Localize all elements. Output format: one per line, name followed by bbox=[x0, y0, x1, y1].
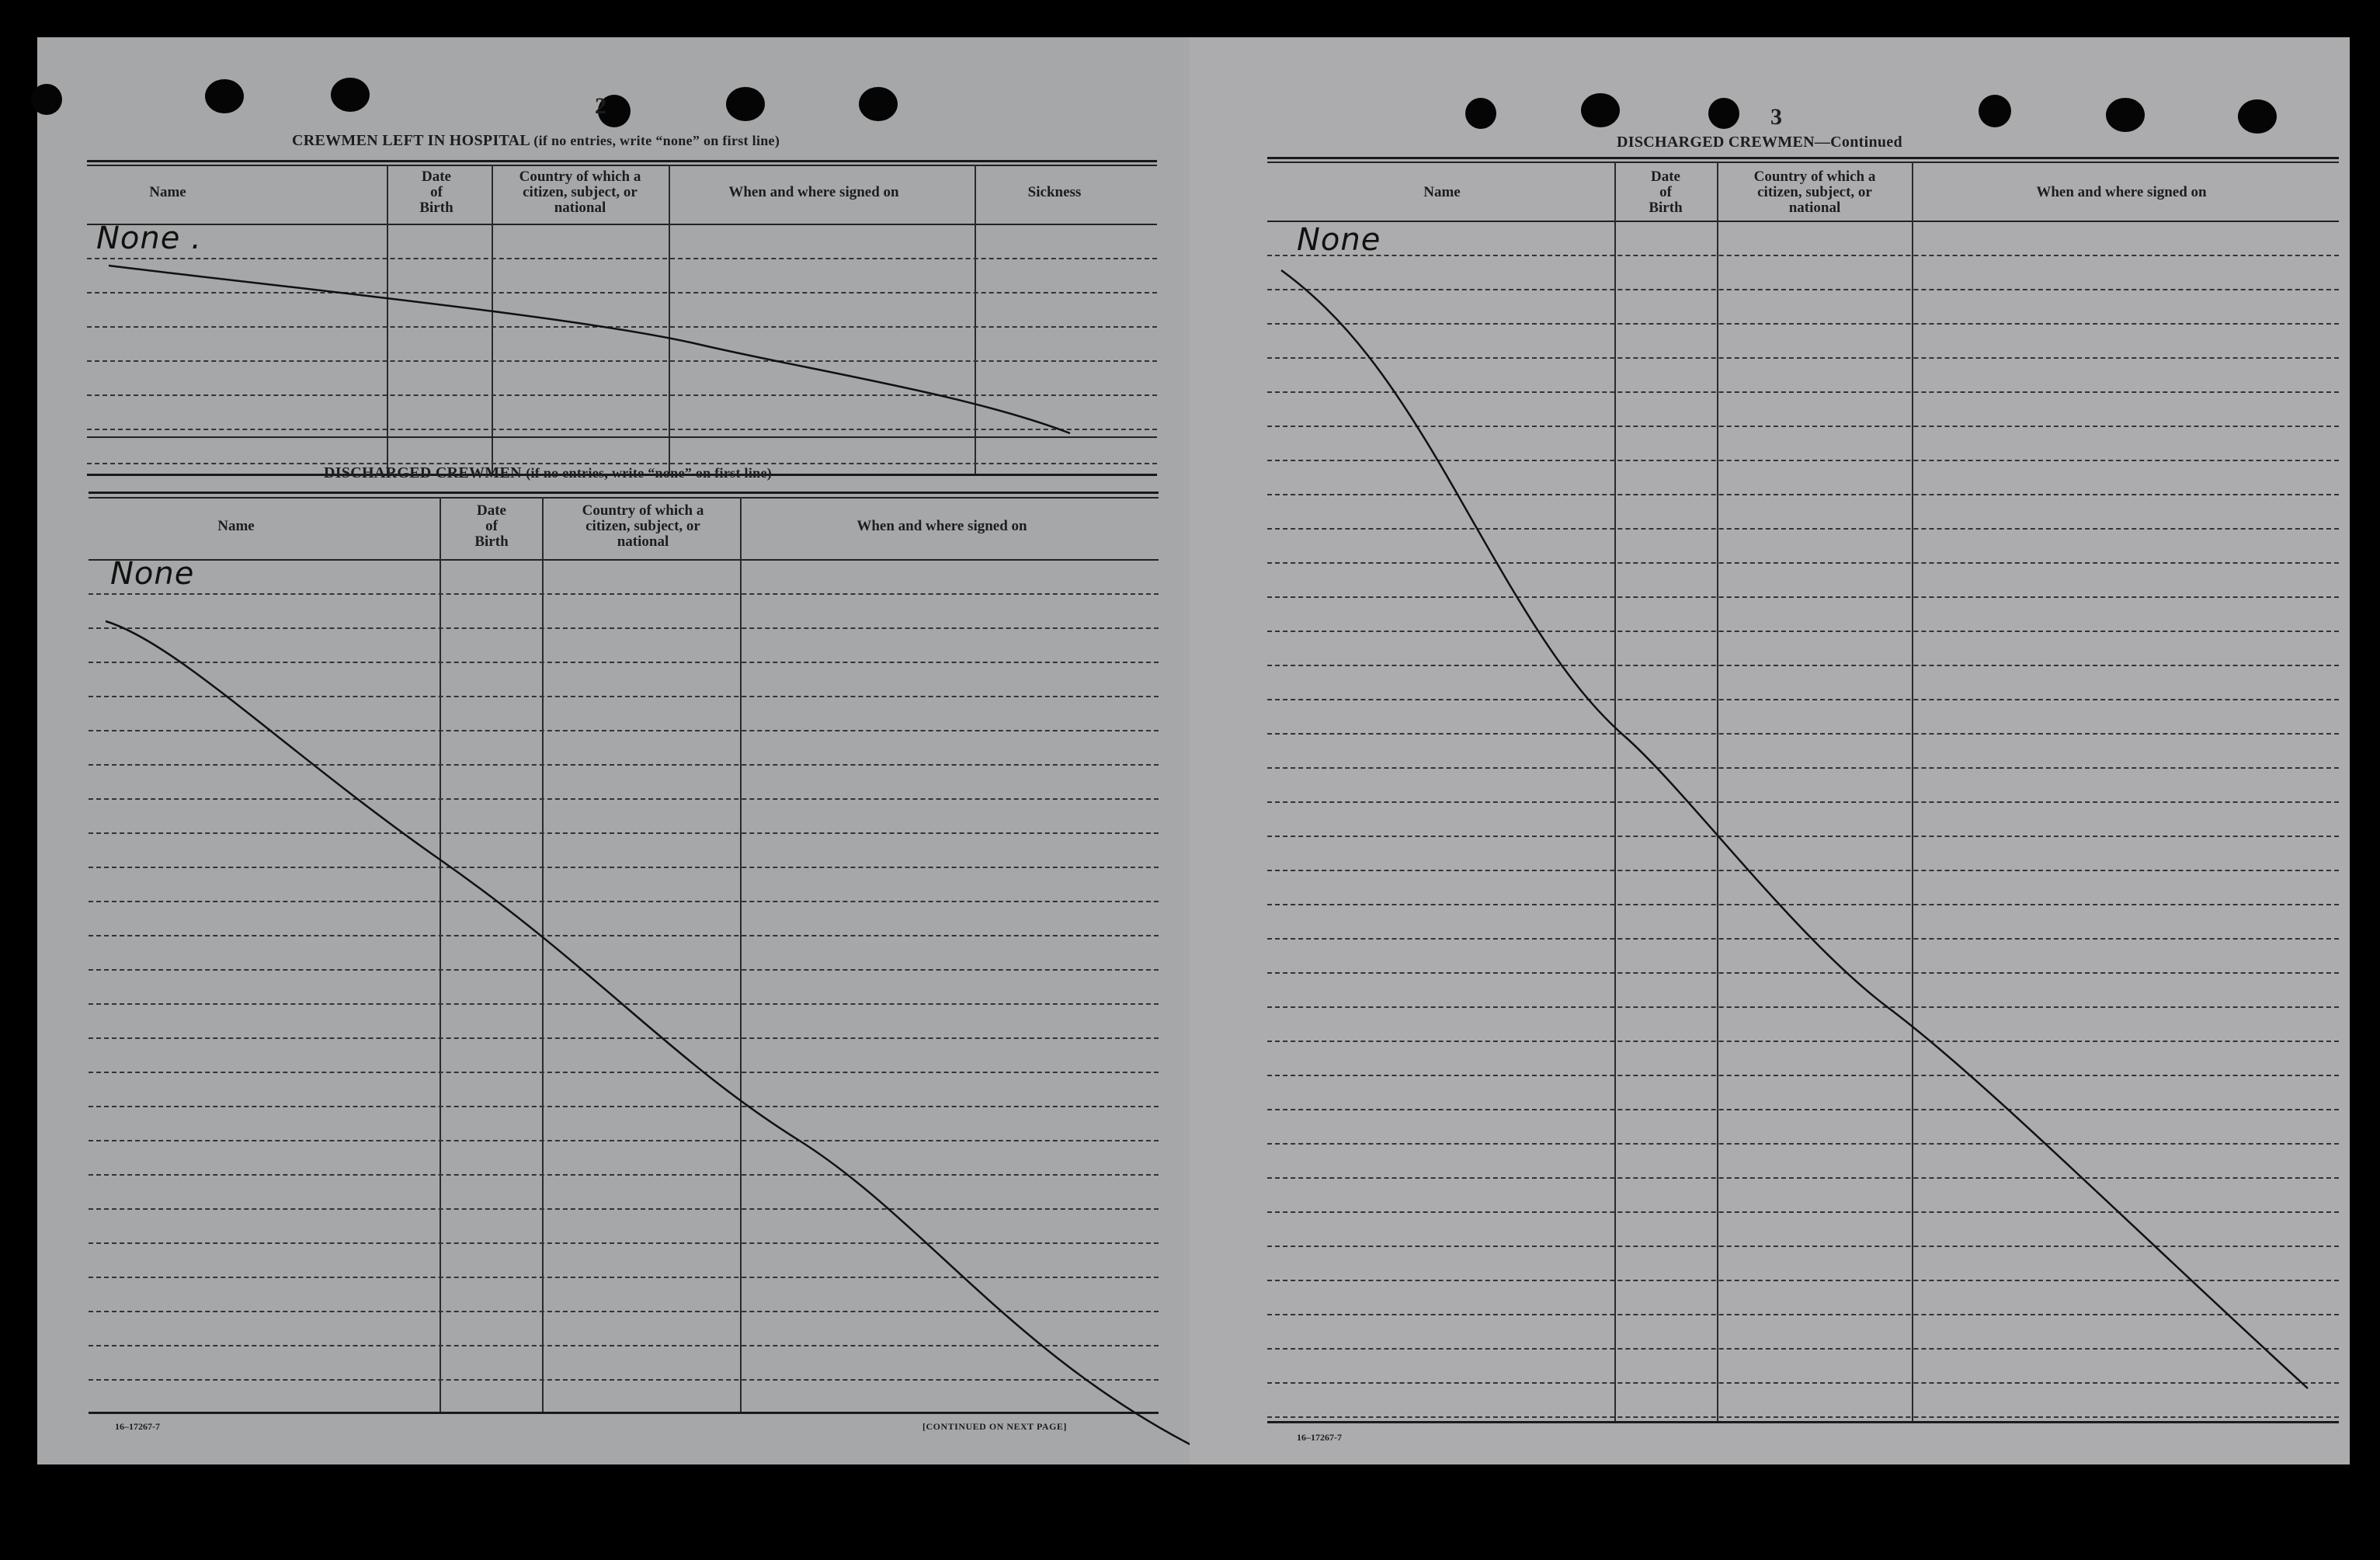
handwritten-entry: None bbox=[1297, 222, 1381, 258]
left-page bbox=[37, 37, 1196, 1464]
col-header-signed-on: When and where signed on bbox=[856, 518, 1027, 534]
handwritten-entry: None . bbox=[96, 221, 202, 256]
hospital-title-note: (if no entries, write “none” on first line) bbox=[533, 133, 780, 148]
strike-line bbox=[106, 621, 1196, 1451]
col-header-country: Country of which a citizen, subject, or national bbox=[1753, 169, 1876, 216]
right-page bbox=[1190, 37, 2350, 1464]
discharged-title-note: (if no entries, write “none” on first line) bbox=[526, 465, 773, 481]
strike-line bbox=[109, 266, 1070, 433]
page-number: 3 bbox=[1770, 104, 1782, 130]
page-number: 2 bbox=[595, 93, 606, 119]
handwritten-entry: None bbox=[110, 556, 195, 592]
col-header-country: Country of which a citizen, subject, or national bbox=[519, 169, 641, 216]
col-header-signed-on: When and where signed on bbox=[728, 184, 899, 200]
strike-line bbox=[1281, 270, 2308, 1388]
col-header-signed-on: When and where signed on bbox=[2036, 184, 2207, 200]
col-header-sickness: Sickness bbox=[1027, 184, 1082, 200]
col-header-dob: Date of Birth bbox=[1649, 169, 1683, 216]
col-header-name: Name bbox=[217, 518, 255, 534]
col-header-dob: Date of Birth bbox=[474, 502, 509, 550]
continued-note: [CONTINUED ON NEXT PAGE] bbox=[922, 1421, 1067, 1432]
col-header-dob: Date of Birth bbox=[419, 169, 453, 216]
strike-through-lines bbox=[37, 37, 1196, 1464]
col-header-name: Name bbox=[1423, 184, 1461, 200]
col-header-country: Country of which a citizen, subject, or national bbox=[582, 502, 704, 550]
form-number: 16–17267-7 bbox=[115, 1421, 160, 1432]
hospital-title-text: CREWMEN LEFT IN HOSPITAL bbox=[292, 132, 530, 149]
discharged-continued-title: DISCHARGED CREWMEN—Continued bbox=[1617, 134, 1902, 151]
discharged-title-text: DISCHARGED CREWMEN bbox=[324, 464, 522, 481]
strike-through-line bbox=[1190, 37, 2350, 1464]
col-header-name: Name bbox=[149, 184, 186, 200]
form-number: 16–17267-7 bbox=[1297, 1432, 1342, 1443]
